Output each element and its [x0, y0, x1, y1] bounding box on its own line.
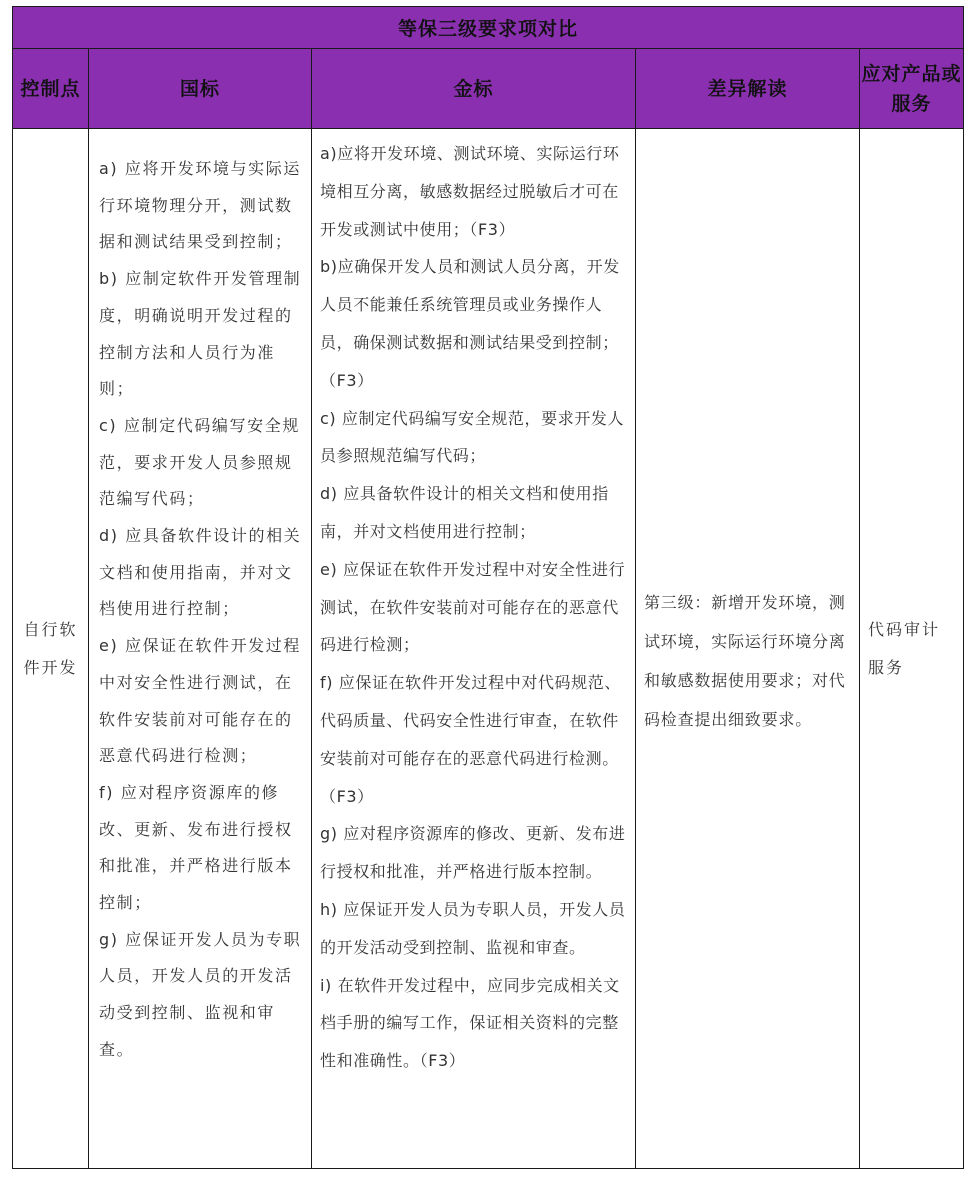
- national-item-c: c) 应制定代码编写安全规范，要求开发人员参照规范编写代码；: [99, 415, 300, 509]
- national-item-a: a) 应将开发环境与实际运行环境物理分开，测试数据和测试结果受到控制；: [99, 159, 301, 252]
- table-title: 等保三级要求项对比: [13, 7, 964, 49]
- gold-item-b: b)应确保开发人员和测试人员分离，开发人员不能兼任系统管理员或业务操作人员，确保测试数据和测试结果受到控制；（F3）: [320, 257, 620, 390]
- national-standard-cell: [89, 129, 312, 1169]
- national-item-g: g) 应保证开发人员为专职人员，开发人员的开发活动受到控制、监视和审查。: [99, 929, 302, 1059]
- national-item-d: d) 应具备软件设计的相关文档和使用指南，并对文档使用进行控制；: [99, 526, 302, 619]
- gold-item-d: d) 应具备软件设计的相关文档和使用指南，并对文档使用进行控制；: [320, 484, 609, 541]
- control-point-cell: 自行软件开发: [13, 129, 89, 1169]
- product-service-cell: 代码审计服务: [860, 129, 964, 1169]
- gold-item-f: f) 应保证在软件开发过程中对代码规范、代码质量、代码安全性进行审查，在软件安装前对可能存在的恶意代码进行检测。（F3）: [320, 673, 621, 806]
- difference-cell: 第三级：新增开发环境，测试环境，实际运行环境分离和敏感数据使用要求；对代码检查提出细致要求。: [636, 129, 860, 1169]
- header-row: [13, 49, 964, 129]
- gold-item-c: c) 应制定代码编写安全规范，要求开发人员参照规范编写代码；: [320, 408, 625, 466]
- gold-standard-cell: [312, 129, 636, 1169]
- national-item-f: f) 应对程序资源库的修改、更新、发布进行授权和批准，并严格进行版本控制；: [99, 782, 293, 913]
- header-gold-standard: 金标: [312, 49, 636, 129]
- gold-item-g: g) 应对程序资源库的修改、更新、发布进行授权和批准，并严格进行版本控制。: [320, 824, 626, 882]
- national-item-e: e) 应保证在软件开发过程中对安全性进行测试，在软件安装前对可能存在的恶意代码进行检测；: [99, 636, 301, 766]
- table-row: [13, 129, 964, 1169]
- national-item-b: b) 应制定软件开发管理制度，明确说明开发过程的控制方法和人员行为准则；: [99, 269, 302, 399]
- gold-item-a: a)应将开发环境、测试环境、实际运行环境相互分离，敏感数据经过脱敏后才可在开发或测试中使用；（F3）: [320, 144, 620, 239]
- header-difference: 差异解读: [636, 49, 860, 129]
- header-control-point: 控制点: [13, 49, 89, 129]
- gold-item-h: h) 应保证开发人员为专职人员，开发人员的开发活动受到控制、监视和审查。: [320, 899, 626, 957]
- title-row: [13, 7, 964, 49]
- header-product-service: 应对产品或服务: [860, 49, 964, 129]
- gold-item-e: e) 应保证在软件开发过程中对安全性进行测试，在软件安装前对可能存在的恶意代码进行检测；: [320, 559, 626, 655]
- comparison-table: [12, 6, 964, 1169]
- gold-item-i: i) 在软件开发过程中，应同步完成相关文档手册的编写工作，保证相关资料的完整性和准确性。（F3）: [320, 975, 620, 1071]
- header-national-standard: 国标: [89, 49, 312, 129]
